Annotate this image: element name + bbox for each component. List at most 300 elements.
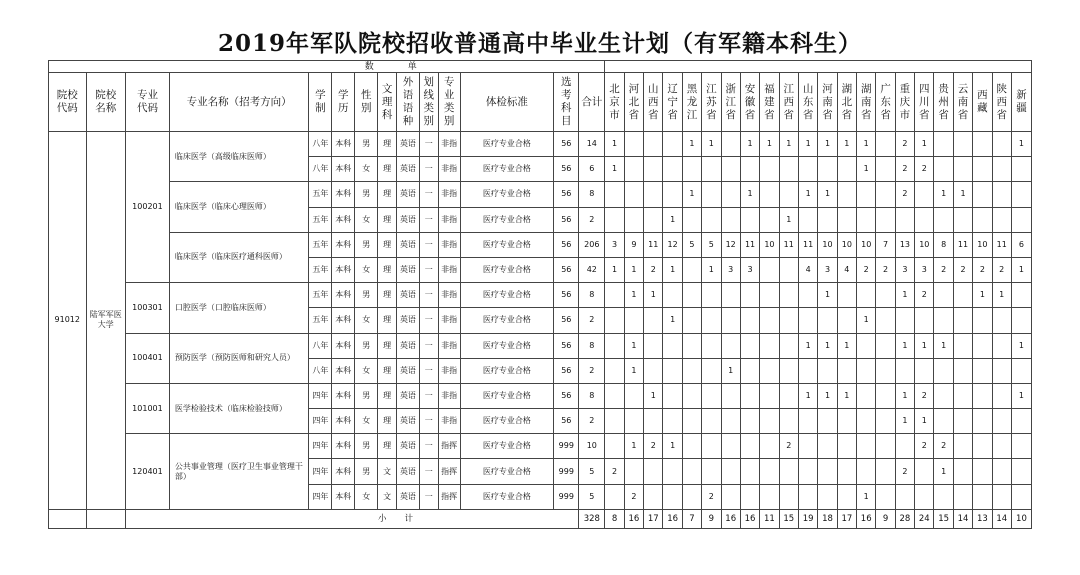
province-count-cell: [663, 157, 682, 182]
province-count-cell: 2: [644, 434, 663, 459]
province-count-cell: [934, 409, 953, 434]
province-count-cell: 1: [837, 383, 856, 408]
table-row: [49, 333, 1032, 358]
degree-cell: 本科: [332, 207, 355, 232]
province-count-cell: 1: [818, 182, 837, 207]
language-cell: 英语: [396, 383, 419, 408]
province-count-cell: 2: [915, 383, 934, 408]
table-row: [49, 434, 1032, 459]
exam-subjects-cell: 56: [554, 232, 579, 257]
system-cell: 五年: [309, 182, 332, 207]
province-total: 7: [682, 509, 701, 528]
subject-cell: 理: [378, 333, 397, 358]
province-count-cell: [721, 182, 740, 207]
system-cell: 五年: [309, 257, 332, 282]
province-count-cell: 1: [682, 182, 701, 207]
major-name: 临床医学（高级临床医师）: [169, 132, 309, 182]
province-total: 16: [624, 509, 643, 528]
major-type-cell: 非指: [438, 182, 460, 207]
province-count-cell: [992, 308, 1011, 333]
degree-cell: 本科: [332, 182, 355, 207]
province-count-cell: 1: [740, 182, 759, 207]
line-type-cell: 一: [419, 257, 438, 282]
province-count-cell: 1: [953, 182, 972, 207]
province-count-cell: 1: [779, 132, 798, 157]
province-count-cell: [973, 207, 992, 232]
province-count-cell: [605, 308, 624, 333]
physical-cell: 医疗专业合格: [460, 257, 554, 282]
enrollment-plan-table: [48, 60, 1032, 529]
province-count-cell: 1: [798, 383, 817, 408]
totals-label-left: 小: [126, 509, 397, 528]
header-province: 河北省: [624, 73, 643, 132]
province-count-cell: [857, 409, 876, 434]
major-name: 公共事业管理（医疗卫生事业管理干部）: [169, 434, 309, 510]
province-count-cell: [721, 459, 740, 484]
province-count-cell: [702, 434, 721, 459]
province-count-cell: [682, 257, 701, 282]
header-province: 四川省: [915, 73, 934, 132]
province-count-cell: [953, 283, 972, 308]
province-count-cell: [1011, 207, 1031, 232]
province-count-cell: 2: [857, 257, 876, 282]
province-count-cell: 1: [663, 207, 682, 232]
school-name: 陆军军医大学: [86, 132, 126, 510]
province-count-cell: 1: [934, 182, 953, 207]
province-count-cell: [740, 358, 759, 383]
province-count-cell: [740, 333, 759, 358]
line-type-cell: 一: [419, 484, 438, 509]
province-count-cell: 11: [740, 232, 759, 257]
major-type-cell: 指挥: [438, 434, 460, 459]
total-cell: 42: [579, 257, 605, 282]
province-count-cell: [644, 358, 663, 383]
province-count-cell: [992, 409, 1011, 434]
province-count-cell: 2: [624, 484, 643, 509]
province-count-cell: [876, 157, 895, 182]
province-count-cell: 1: [895, 383, 914, 408]
major-name: 口腔医学（口腔临床医师）: [169, 283, 309, 333]
province-count-cell: [721, 409, 740, 434]
system-cell: 四年: [309, 459, 332, 484]
province-count-cell: [857, 207, 876, 232]
province-count-cell: 1: [895, 333, 914, 358]
province-total: 18: [818, 509, 837, 528]
province-count-cell: [740, 207, 759, 232]
province-count-cell: [702, 283, 721, 308]
subject-cell: 理: [378, 157, 397, 182]
province-count-cell: [857, 383, 876, 408]
province-total: 14: [953, 509, 972, 528]
province-count-cell: [740, 157, 759, 182]
province-count-cell: 1: [624, 333, 643, 358]
province-count-cell: 1: [857, 132, 876, 157]
province-count-cell: [876, 182, 895, 207]
province-count-cell: 2: [953, 257, 972, 282]
total-cell: 2: [579, 308, 605, 333]
major-type-cell: 指挥: [438, 459, 460, 484]
physical-cell: 医疗专业合格: [460, 283, 554, 308]
province-count-cell: [760, 333, 779, 358]
province-count-cell: [876, 434, 895, 459]
province-count-cell: [953, 409, 972, 434]
header-degree: 学历: [332, 73, 355, 132]
total-cell: 2: [579, 207, 605, 232]
province-count-cell: [721, 484, 740, 509]
province-count-cell: [682, 283, 701, 308]
province-count-cell: [1011, 157, 1031, 182]
province-count-cell: [702, 459, 721, 484]
language-cell: 英语: [396, 257, 419, 282]
province-total: 24: [915, 509, 934, 528]
province-count-cell: [760, 434, 779, 459]
province-count-cell: [740, 484, 759, 509]
province-count-cell: 5: [702, 232, 721, 257]
province-count-cell: [837, 484, 856, 509]
major-type-cell: 非指: [438, 383, 460, 408]
physical-cell: 医疗专业合格: [460, 132, 554, 157]
header-line-type: 划线类别: [419, 73, 438, 132]
province-count-cell: 10: [857, 232, 876, 257]
degree-cell: 本科: [332, 484, 355, 509]
province-count-cell: [760, 182, 779, 207]
province-count-cell: [973, 308, 992, 333]
province-total: 15: [934, 509, 953, 528]
province-count-cell: 1: [798, 132, 817, 157]
province-count-cell: [779, 283, 798, 308]
province-count-cell: [857, 434, 876, 459]
province-count-cell: [663, 383, 682, 408]
province-count-cell: [973, 484, 992, 509]
province-count-cell: 1: [605, 257, 624, 282]
degree-cell: 本科: [332, 157, 355, 182]
province-count-cell: [973, 333, 992, 358]
province-count-cell: 2: [876, 257, 895, 282]
province-count-cell: 10: [760, 232, 779, 257]
gender-cell: 男: [355, 182, 378, 207]
table-row: [49, 182, 1032, 207]
top-header-right: 单: [378, 61, 605, 73]
major-code: 100301: [126, 283, 170, 333]
province-count-cell: 1: [605, 157, 624, 182]
province-count-cell: 2: [779, 434, 798, 459]
table-row: [49, 383, 1032, 408]
province-count-cell: [895, 308, 914, 333]
province-count-cell: [876, 383, 895, 408]
province-count-cell: [798, 434, 817, 459]
province-count-cell: [973, 182, 992, 207]
exam-subjects-cell: 56: [554, 257, 579, 282]
province-count-cell: [740, 459, 759, 484]
province-count-cell: [644, 207, 663, 232]
province-count-cell: [644, 484, 663, 509]
language-cell: 英语: [396, 132, 419, 157]
province-count-cell: [721, 283, 740, 308]
major-type-cell: 非指: [438, 207, 460, 232]
province-count-cell: [721, 308, 740, 333]
major-type-cell: 非指: [438, 283, 460, 308]
totals-blank: [86, 509, 126, 528]
gender-cell: 女: [355, 257, 378, 282]
province-count-cell: 1: [682, 132, 701, 157]
province-count-cell: [934, 484, 953, 509]
degree-cell: 本科: [332, 333, 355, 358]
province-count-cell: [682, 459, 701, 484]
province-count-cell: [702, 409, 721, 434]
province-count-cell: 10: [973, 232, 992, 257]
exam-subjects-cell: 56: [554, 383, 579, 408]
province-count-cell: [682, 207, 701, 232]
major-type-cell: 非指: [438, 409, 460, 434]
province-count-cell: [837, 157, 856, 182]
province-count-cell: [663, 182, 682, 207]
province-count-cell: [837, 434, 856, 459]
province-count-cell: [682, 157, 701, 182]
gender-cell: 女: [355, 409, 378, 434]
province-count-cell: [702, 333, 721, 358]
province-count-cell: [760, 358, 779, 383]
province-count-cell: [779, 459, 798, 484]
header-province: 安徽省: [740, 73, 759, 132]
province-count-cell: 1: [624, 257, 643, 282]
province-count-cell: [605, 358, 624, 383]
line-type-cell: 一: [419, 283, 438, 308]
header-system: 学制: [309, 73, 332, 132]
province-count-cell: [1011, 283, 1031, 308]
province-count-cell: [760, 484, 779, 509]
province-count-cell: 3: [740, 257, 759, 282]
province-count-cell: [644, 132, 663, 157]
header-province: 浙江省: [721, 73, 740, 132]
physical-cell: 医疗专业合格: [460, 383, 554, 408]
gender-cell: 男: [355, 459, 378, 484]
province-count-cell: [779, 157, 798, 182]
degree-cell: 本科: [332, 358, 355, 383]
degree-cell: 本科: [332, 434, 355, 459]
province-count-cell: [876, 459, 895, 484]
province-count-cell: [798, 484, 817, 509]
province-count-cell: [934, 383, 953, 408]
province-count-cell: 1: [624, 283, 643, 308]
subject-cell: 理: [378, 409, 397, 434]
gender-cell: 女: [355, 207, 378, 232]
gender-cell: 男: [355, 232, 378, 257]
major-type-cell: 指挥: [438, 484, 460, 509]
subject-cell: 理: [378, 434, 397, 459]
province-count-cell: [934, 157, 953, 182]
subject-cell: 理: [378, 207, 397, 232]
header-province: 广东省: [876, 73, 895, 132]
major-type-cell: 非指: [438, 257, 460, 282]
totals-label-right: 计: [396, 509, 578, 528]
province-count-cell: [644, 308, 663, 333]
gender-cell: 男: [355, 333, 378, 358]
province-count-cell: [798, 157, 817, 182]
header-province: 湖北省: [837, 73, 856, 132]
province-total: 11: [760, 509, 779, 528]
province-count-cell: [644, 409, 663, 434]
province-count-cell: [857, 358, 876, 383]
language-cell: 英语: [396, 182, 419, 207]
header-province: 贵州省: [934, 73, 953, 132]
province-count-cell: [973, 383, 992, 408]
province-count-cell: [857, 459, 876, 484]
physical-cell: 医疗专业合格: [460, 308, 554, 333]
total-cell: 10: [579, 434, 605, 459]
province-count-cell: [818, 358, 837, 383]
province-count-cell: [915, 484, 934, 509]
header-province: 重庆市: [895, 73, 914, 132]
line-type-cell: 一: [419, 358, 438, 383]
exam-subjects-cell: 999: [554, 434, 579, 459]
subject-cell: 理: [378, 257, 397, 282]
province-count-cell: [953, 308, 972, 333]
province-count-cell: 2: [915, 157, 934, 182]
province-count-cell: [760, 383, 779, 408]
province-count-cell: 1: [624, 434, 643, 459]
line-type-cell: 一: [419, 333, 438, 358]
province-count-cell: [953, 434, 972, 459]
gender-cell: 男: [355, 383, 378, 408]
province-count-cell: [818, 308, 837, 333]
major-type-cell: 非指: [438, 333, 460, 358]
province-count-cell: 13: [895, 232, 914, 257]
province-count-cell: 2: [895, 182, 914, 207]
province-count-cell: [837, 409, 856, 434]
province-count-cell: [818, 207, 837, 232]
system-cell: 四年: [309, 484, 332, 509]
province-count-cell: [876, 409, 895, 434]
province-count-cell: 1: [760, 132, 779, 157]
province-count-cell: 2: [895, 132, 914, 157]
header-school-code: 院校代码: [49, 73, 87, 132]
province-count-cell: [837, 283, 856, 308]
subject-cell: 理: [378, 283, 397, 308]
degree-cell: 本科: [332, 132, 355, 157]
province-count-cell: [644, 182, 663, 207]
major-code: 100201: [126, 132, 170, 283]
province-count-cell: [702, 182, 721, 207]
province-count-cell: [973, 157, 992, 182]
province-count-cell: 11: [798, 232, 817, 257]
major-type-cell: 非指: [438, 358, 460, 383]
exam-subjects-cell: 56: [554, 333, 579, 358]
province-count-cell: [992, 383, 1011, 408]
province-count-cell: [779, 257, 798, 282]
province-count-cell: [953, 383, 972, 408]
province-count-cell: 2: [973, 257, 992, 282]
province-count-cell: [605, 409, 624, 434]
province-count-cell: [779, 409, 798, 434]
province-count-cell: [953, 333, 972, 358]
gender-cell: 女: [355, 484, 378, 509]
province-count-cell: 9: [624, 232, 643, 257]
province-count-cell: [876, 308, 895, 333]
language-cell: 英语: [396, 333, 419, 358]
province-count-cell: [682, 383, 701, 408]
province-count-cell: [973, 358, 992, 383]
province-count-cell: [818, 434, 837, 459]
degree-cell: 本科: [332, 283, 355, 308]
language-cell: 英语: [396, 409, 419, 434]
province-count-cell: [663, 358, 682, 383]
province-count-cell: 6: [1011, 232, 1031, 257]
province-count-cell: [702, 207, 721, 232]
province-count-cell: [798, 308, 817, 333]
province-count-cell: [857, 333, 876, 358]
major-name: 临床医学（临床心理医师）: [169, 182, 309, 232]
province-count-cell: [973, 409, 992, 434]
physical-cell: 医疗专业合格: [460, 459, 554, 484]
province-total: 10: [1011, 509, 1031, 528]
province-count-cell: [682, 409, 701, 434]
province-count-cell: 1: [837, 132, 856, 157]
province-count-cell: [992, 157, 1011, 182]
total-cell: 8: [579, 383, 605, 408]
degree-cell: 本科: [332, 232, 355, 257]
province-count-cell: 1: [915, 409, 934, 434]
subject-cell: 理: [378, 383, 397, 408]
province-count-cell: [895, 484, 914, 509]
province-count-cell: [1011, 409, 1031, 434]
province-count-cell: 1: [1011, 132, 1031, 157]
province-count-cell: [953, 484, 972, 509]
province-count-cell: [915, 207, 934, 232]
province-count-cell: 2: [915, 434, 934, 459]
province-count-cell: 1: [663, 257, 682, 282]
province-count-cell: [760, 207, 779, 232]
province-count-cell: [953, 358, 972, 383]
header-province: 北京市: [605, 73, 624, 132]
province-count-cell: [663, 132, 682, 157]
total-cell: 2: [579, 358, 605, 383]
province-count-cell: [818, 484, 837, 509]
province-count-cell: [837, 207, 856, 232]
physical-cell: 医疗专业合格: [460, 434, 554, 459]
major-type-cell: 非指: [438, 157, 460, 182]
province-count-cell: 1: [857, 484, 876, 509]
province-count-cell: [605, 182, 624, 207]
province-count-cell: [702, 157, 721, 182]
total-cell: 206: [579, 232, 605, 257]
header-exam-subjects: 选考科目: [554, 73, 579, 132]
province-count-cell: [798, 207, 817, 232]
total-cell: 8: [579, 333, 605, 358]
province-count-cell: 1: [992, 283, 1011, 308]
province-count-cell: [992, 434, 1011, 459]
province-count-cell: 1: [702, 257, 721, 282]
province-total: 17: [837, 509, 856, 528]
province-count-cell: [605, 333, 624, 358]
line-type-cell: 一: [419, 232, 438, 257]
province-count-cell: [721, 132, 740, 157]
province-count-cell: 1: [1011, 383, 1031, 408]
province-count-cell: 1: [663, 434, 682, 459]
exam-subjects-cell: 56: [554, 409, 579, 434]
subject-cell: 文: [378, 459, 397, 484]
exam-subjects-cell: 56: [554, 308, 579, 333]
exam-subjects-cell: 56: [554, 358, 579, 383]
major-type-cell: 非指: [438, 132, 460, 157]
header-language: 外语语种: [396, 73, 419, 132]
line-type-cell: 一: [419, 182, 438, 207]
province-count-cell: [624, 308, 643, 333]
system-cell: 四年: [309, 409, 332, 434]
grand-total: 328: [579, 509, 605, 528]
province-count-cell: 2: [934, 434, 953, 459]
system-cell: 四年: [309, 383, 332, 408]
province-total: 16: [721, 509, 740, 528]
